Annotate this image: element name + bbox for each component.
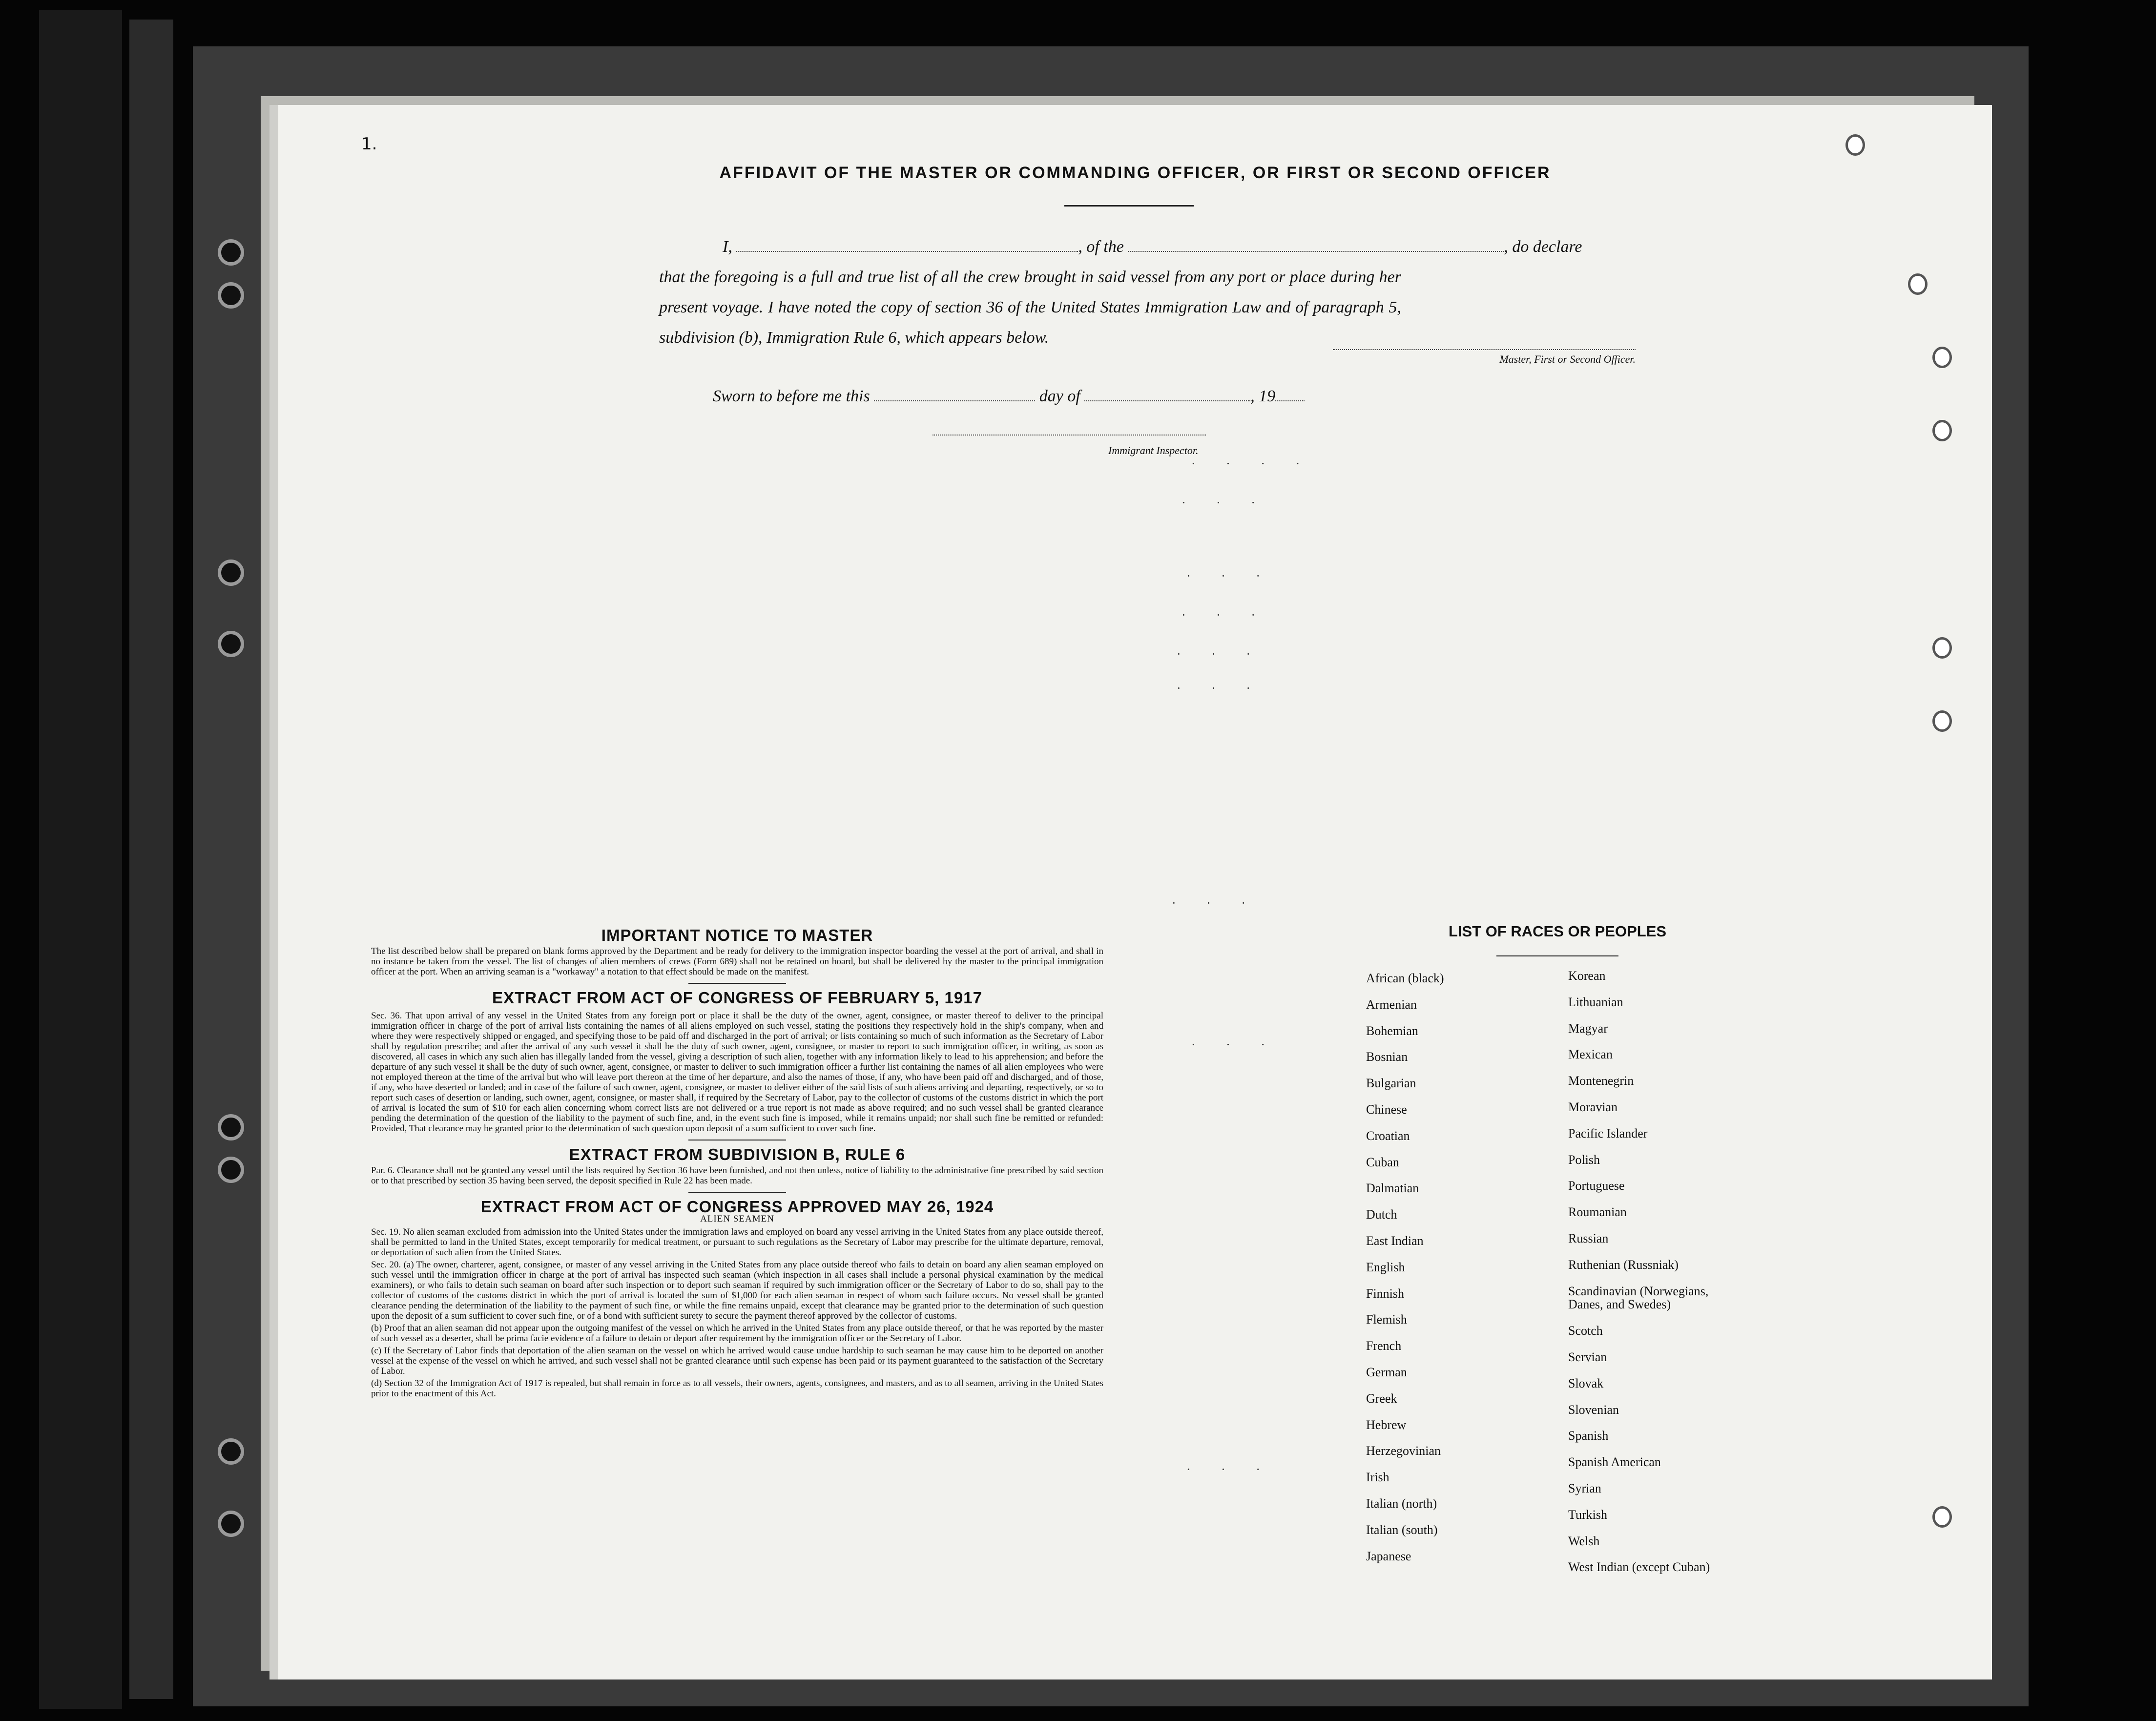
page-mark: 1. [361, 134, 377, 154]
bleed-through-marks: · · · [1182, 496, 1269, 510]
inspector-label: Immigrant Inspector. [1108, 444, 1199, 456]
race-item: Italian (south) [1366, 1522, 1438, 1537]
race-item: Japanese [1366, 1549, 1411, 1563]
sworn-text: Sworn to before me this [713, 387, 870, 405]
race-item: Greek [1366, 1391, 1397, 1406]
sec-19-text: Sec. 19. No alien seaman excluded from admission into the United States under the immigration laws and employed on board any vessel arriving in the United States from any place outside thereof, shall be permitted to land in the United States, except temporarily for medical treatment, or pursuant to such regulations as the Secretary of Labor may prescribe for the ultimate departure, removal, or deportation of such alien from the United States. [371, 1227, 1103, 1258]
bleed-through-marks: · · · [1191, 1037, 1279, 1052]
race-item: Lithuanian [1568, 995, 1623, 1009]
races-rule [1496, 955, 1618, 956]
race-item: Montenegrin [1568, 1074, 1634, 1088]
sworn-line [713, 387, 1305, 406]
i-label: I, [723, 238, 732, 256]
binder-edge [39, 10, 122, 1709]
race-item: Polish [1568, 1152, 1600, 1167]
race-item: Herzegovinian [1366, 1444, 1441, 1458]
race-item: Magyar [1568, 1021, 1608, 1036]
extract-1924-title: EXTRACT FROM ACT OF CONGRESS APPROVED MAY 26, 1924 [480, 1198, 994, 1216]
punch-hole [1932, 420, 1952, 441]
sec-20c-text: (c) If the Secretary of Labor finds that deportation of the alien seaman on the vessel on which he arrived would cause undue hardship to such seaman he may cause him to be deported on another vessel at the expense of the vessel on which he arrived, and such vessel shall not be granted clearance until such expense has been paid or its payment guaranteed to the satisfaction of the Secretary of Labor. [371, 1346, 1103, 1376]
binder-hole [218, 1511, 244, 1537]
race-item: Mexican [1568, 1047, 1613, 1062]
race-item: Scotch [1568, 1324, 1603, 1338]
manifest-page [278, 105, 1992, 1680]
punch-hole [1845, 134, 1865, 156]
race-item: Finnish [1366, 1286, 1405, 1301]
bleed-through-marks: · · · [1172, 896, 1259, 910]
name-blank[interactable] [736, 251, 1078, 252]
vessel-blank[interactable] [1128, 251, 1504, 252]
binder-hole [218, 631, 244, 657]
race-item: Pacific Islander [1568, 1126, 1648, 1140]
sec-20b-text: (b) Proof that an alien seaman did not appear upon the outgoing manifest of the vessel on which he arrived in the United States from any place outside thereof, or that he was reported by the master of such vessel as a deserter, shall be prima facie evidence of a failure to detain or deport after requirement by the immigration officer or the Secretary of Labor. [371, 1323, 1103, 1344]
race-item: Ruthenian (Russniak) [1568, 1257, 1679, 1272]
race-item: Hebrew [1366, 1417, 1407, 1432]
bleed-through-marks: · · · [1177, 647, 1264, 661]
race-item: Irish [1366, 1470, 1389, 1485]
sec-20d-text: (d) Section 32 of the Immigration Act of 1917 is repealed, but shall remain in force as to all vessels, their owners, agents, consignees, and masters, and as to all seamen, arriving in the United States prior to the enactment of this Act. [371, 1378, 1103, 1399]
binder-spine [129, 20, 173, 1699]
race-item: Danes, and Swedes) [1568, 1297, 1671, 1312]
punch-hole [1908, 273, 1928, 295]
race-item: Slovenian [1568, 1402, 1619, 1417]
race-item: Bulgarian [1366, 1076, 1416, 1091]
race-item: Turkish [1568, 1507, 1607, 1522]
race-item: Croatian [1366, 1128, 1410, 1143]
day-blank[interactable] [874, 400, 1035, 401]
declare-label: , do declare [1504, 238, 1582, 256]
declaration-body: that the foregoing is a full and true list of all the crew brought in said vessel from any port or place during her present voyage. I have noted the copy of section 36 of the United States Immigration Law and of paragraph 5, subdivision (b), Immigration Rule 6, which appears below. [659, 268, 1401, 347]
notices-column [371, 926, 1103, 1401]
race-item: Italian (north) [1366, 1496, 1437, 1511]
race-item: Bohemian [1366, 1023, 1418, 1038]
races-title: LIST OF RACES OR PEOPLES [1448, 923, 1667, 940]
race-item: Dalmatian [1366, 1181, 1419, 1196]
year-prefix: , 19 [1250, 387, 1276, 405]
race-item: Spanish American [1568, 1455, 1661, 1470]
punch-hole [1932, 347, 1952, 368]
affidavit-title: AFFIDAVIT OF THE MASTER OR COMMANDING OFFICER, OR FIRST OR SECOND OFFICER [719, 164, 1551, 182]
race-item: German [1366, 1365, 1407, 1379]
race-item: Chinese [1366, 1102, 1407, 1117]
notice-title: IMPORTANT NOTICE TO MASTER [601, 926, 873, 944]
bleed-through-marks: · · · [1182, 608, 1269, 622]
punch-hole [1932, 1506, 1952, 1528]
race-item: Bosnian [1366, 1050, 1408, 1064]
binder-hole [218, 282, 244, 309]
day-of-label: day of [1039, 387, 1080, 405]
binder-hole [218, 560, 244, 586]
extract-rule6-title: EXTRACT FROM SUBDIVISION B, RULE 6 [569, 1145, 906, 1163]
race-item: Slovak [1568, 1376, 1604, 1390]
bleed-through-marks: · · · [1186, 1462, 1274, 1476]
race-item: Scandinavian (Norwegians, [1568, 1284, 1709, 1298]
race-item: Syrian [1568, 1481, 1601, 1495]
race-item: East Indian [1366, 1234, 1424, 1248]
extract-1917-title: EXTRACT FROM ACT OF CONGRESS OF FEBRUARY 5, 1917 [492, 989, 982, 1007]
extract-rule6-text: Par. 6. Clearance shall not be granted any vessel until the lists required by Section 36 have been furnished, and not then unless, notice of liability to the administrative fine prescribed by said section or to that prescribed by section 35 having been served, the deposit specified in Rule 22 has been made. [371, 1165, 1103, 1186]
bleed-through-marks: · · · [1186, 569, 1274, 583]
race-item: Roumanian [1568, 1205, 1627, 1220]
race-item: Korean [1568, 969, 1606, 983]
race-item: Servian [1568, 1350, 1607, 1364]
declaration-line [659, 232, 1582, 262]
binder-hole [218, 1438, 244, 1465]
race-item: Moravian [1568, 1100, 1618, 1114]
notice-text: The list described below shall be prepared on blank forms approved by the Department and be ready for delivery to the immigration inspector boarding the vessel at the port of arrival, and shall in no instance be taken from the vessel. The list of changes of alien members of crews (Form 689) shall not be retained on board, but shall be delivered by the master to the principal immigration officer at the port. When an arriving seaman is a "workaway" a notation to that effect should be made on the manifest. [371, 946, 1103, 977]
race-item: African (black) [1366, 971, 1444, 985]
section-rule [688, 1192, 786, 1193]
of-the-label: , of the [1078, 238, 1124, 256]
binder-hole [218, 1157, 244, 1183]
race-item: English [1366, 1260, 1405, 1274]
month-blank[interactable] [1084, 400, 1250, 401]
race-item: West Indian (except Cuban) [1568, 1560, 1710, 1575]
race-item: Russian [1568, 1231, 1609, 1245]
year-blank[interactable] [1275, 400, 1305, 401]
race-item: Welsh [1568, 1534, 1600, 1548]
punch-hole [1932, 637, 1952, 659]
affidavit-declaration [659, 232, 1582, 353]
signature-line[interactable] [1333, 349, 1636, 350]
race-item: Spanish [1568, 1429, 1609, 1443]
race-item: Portuguese [1568, 1179, 1625, 1193]
bleed-through-marks: · · · [1177, 681, 1264, 695]
race-item: Cuban [1366, 1155, 1399, 1169]
extract-1917-text: Sec. 36. That upon arrival of any vessel in the United States from any foreign port or place it shall be the duty of the owner, agent, consignee, or master thereof to deliver to the principal immigration officer in charge of the port of arrival lists containing the names of all aliens employed on such vessel, stating the positions they respectively hold in the ship's company, when and where they were respectively shipped or engaged, and specifying those to be paid off and discharged in the port of arrival; or lists containing so much of such information as the Secretary of Labor shall by regulation prescribe; and after the arrival of any such vessel it shall be the duty of such owner, agent, consignee, or master to report to such immigration officer, in writing, as soon as discovered, all cases in which any such alien has illegally landed from the vessel, giving a description of such alien, together with any information likely to lead to his apprehension; and before the departure of any such vessel it shall be the duty of such owner, agent, consignee, or master to deliver to such immigration officer a further list containing the names of all alien employees who were not employed thereon at the time of the arrival but who will leave port thereon at the time of her departure, and also the names of those, if any, who have been paid off and discharged, and of those, if any, who have deserted or landed; and in case of the failure of such owner, agent, consignee, or master to deliver either of the said lists of such aliens arriving and departing, respectively, or so to report such cases of desertion or landing, such owner, agent, consignee, or master shall, if required by the Secretary of Labor, pay to the collector of customs of the customs district in which the port of arrival is located the sum of $10 for each alien concerning whom correct lists are not delivered or a true report is not made as above required; and no such vessel shall be granted clearance pending the determination of the question of the liability to the payment of such fine, and, in the event such fine is imposed, while it remains unpaid; nor shall such fine be remitted or refunded: Provided, That clearance may be granted prior to the determination of such question upon deposit of a sum sufficient to cover such fine. [371, 1011, 1103, 1134]
race-item: Dutch [1366, 1207, 1397, 1222]
binder-hole [218, 1114, 244, 1140]
section-rule [688, 983, 786, 984]
race-item: French [1366, 1339, 1402, 1353]
sec-20a-text: Sec. 20. (a) The owner, charterer, agent, consignee, or master of any vessel arriving in the United States from any place outside thereof who fails to detain on board any alien seaman employed on such vessel until the immigration officer in charge at the port of arrival has inspected such seaman (which inspection in all cases shall include a personal physical examination by the medical examiners), or who fails to detain such seaman on board after such inspection or to deport such seaman if required by such immigration officer or the Secretary of Labor to do so, shall pay to the collector of customs of the customs district in which the port of arrival is located the sum of $1,000 for each alien seaman in respect of whom such failure occurs. No vessel shall be granted clearance pending the determination of the liability to the payment of such fine, or while the fine remains unpaid, except that clearance may be granted prior to the determination of such question upon the deposit of a sum sufficient to cover such fine, or of a bond with sufficient surety to secure the payment thereof approved by the collector of customs. [371, 1260, 1103, 1321]
title-rule [1064, 205, 1194, 207]
bleed-through-marks: · · · · [1191, 456, 1314, 471]
extract-1924-subtitle: ALIEN SEAMEN [700, 1214, 774, 1224]
punch-hole [1932, 710, 1952, 732]
binder-hole [218, 239, 244, 266]
race-item: Armenian [1366, 997, 1417, 1012]
race-item: Flemish [1366, 1312, 1407, 1327]
signature-label: Master, First or Second Officer. [1499, 353, 1636, 365]
